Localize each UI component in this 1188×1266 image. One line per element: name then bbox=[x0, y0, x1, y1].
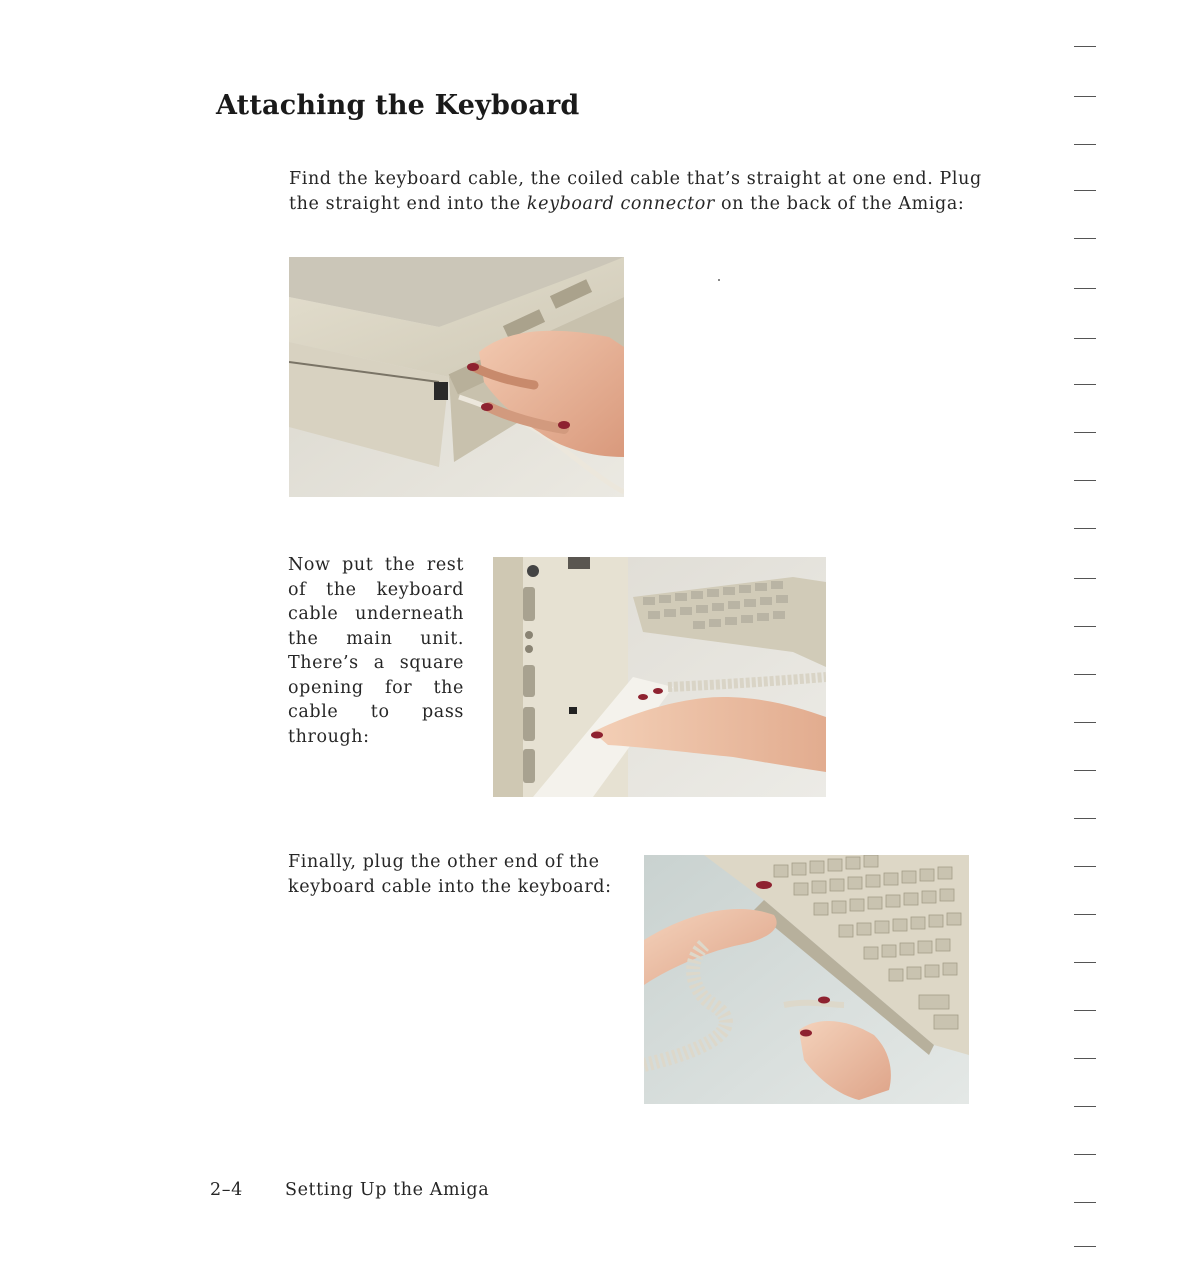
photo-plug-keyboard-connector bbox=[289, 257, 624, 497]
photo-plug-into-keyboard bbox=[644, 855, 969, 1104]
speck bbox=[718, 279, 720, 281]
step2-paragraph: Now put the rest of the keyboard cable underneath the main unit. There’s a square opening for the cable to pass through: bbox=[288, 555, 464, 747]
intro-paragraph bbox=[289, 167, 989, 216]
step3-paragraph: Finally, plug the other end of the keyboard cable into the keyboard: bbox=[288, 852, 612, 897]
binding-edge-marks bbox=[1068, 40, 1108, 1260]
section-heading: Attaching the Keyboard bbox=[216, 90, 580, 121]
intro-text-start: Find the keyboard cable, the coiled cable that’s straight at one end. Plug the straight end into the bbox=[289, 169, 982, 214]
footer-section-title: Setting Up the Amiga bbox=[285, 1180, 490, 1200]
keyboard-connector-term: keyboard connector bbox=[526, 193, 715, 214]
page-number: 2–4 bbox=[210, 1180, 243, 1200]
photo-cable-under-unit bbox=[493, 557, 826, 797]
intro-text-end: on the back of the Amiga: bbox=[714, 193, 965, 214]
